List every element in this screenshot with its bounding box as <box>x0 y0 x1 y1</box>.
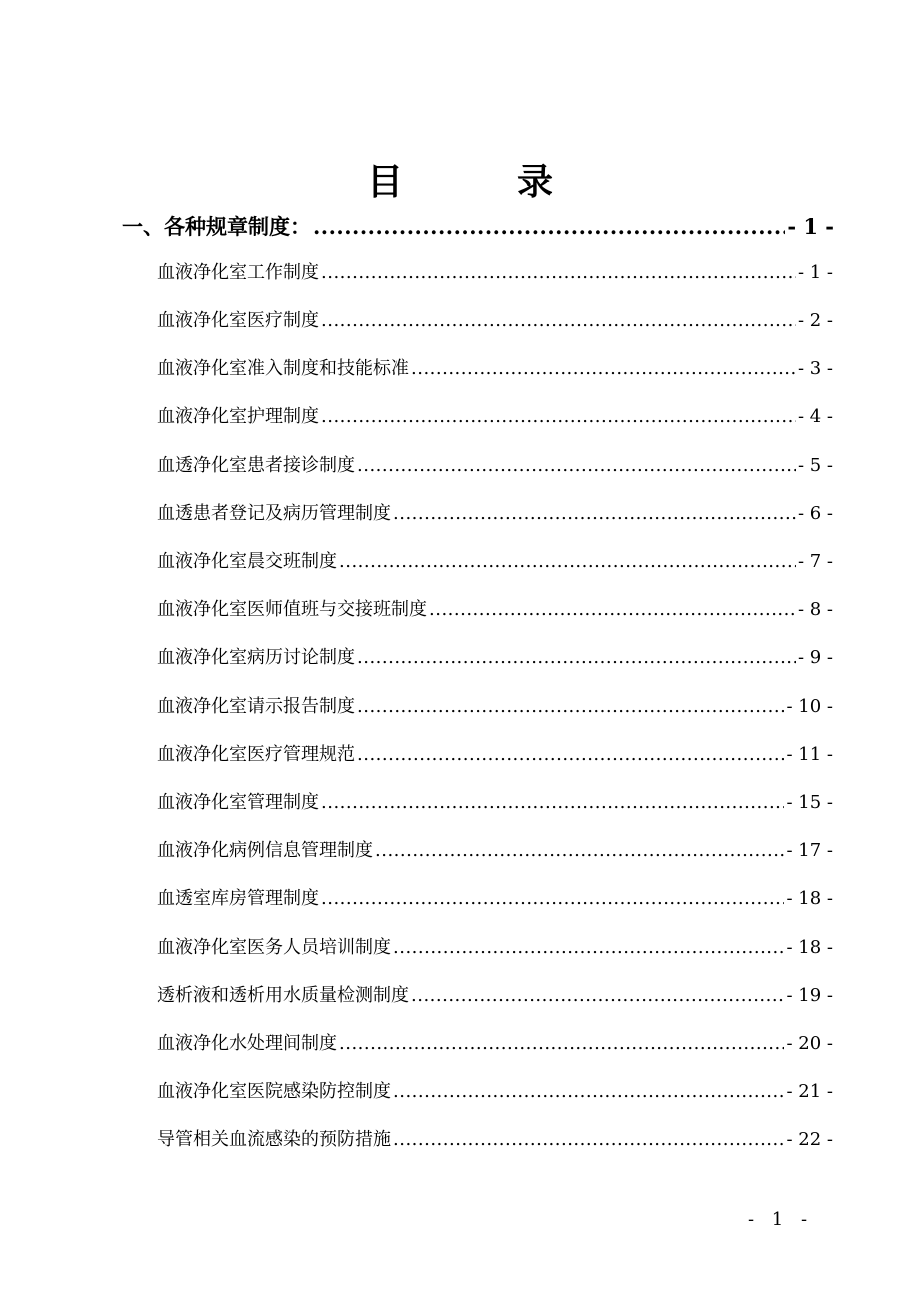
toc-entry-label: 血液净化水处理间制度 <box>157 1033 337 1054</box>
toc-entry-label: 血透室库房管理制度 <box>157 888 319 909</box>
toc-entry[interactable] <box>157 740 833 770</box>
toc-entry-page: - 20 - <box>786 1033 833 1054</box>
toc-entry-label: 血液净化室工作制度 <box>157 262 319 283</box>
toc-entry[interactable] <box>157 499 833 529</box>
toc-entry-page: - 9 - <box>797 647 833 668</box>
toc-dot-leader <box>375 836 784 866</box>
toc-dot-leader <box>411 981 784 1011</box>
toc-entry[interactable] <box>157 933 833 963</box>
toc-dot-leader <box>357 692 784 722</box>
toc-dot-leader <box>357 643 796 673</box>
toc-section-label: 一、各种规章制度： <box>122 214 311 239</box>
toc-entry[interactable] <box>157 692 833 722</box>
toc-entry-page: - 8 - <box>797 599 833 620</box>
toc-entry-label: 透析液和透析用水质量检测制度 <box>157 985 409 1006</box>
toc-entry-label: 血液净化室医务人员培训制度 <box>157 937 391 958</box>
toc-entry-label: 血透患者登记及病历管理制度 <box>157 503 391 524</box>
toc-dot-leader <box>393 499 796 529</box>
toc-entry-page: - 18 - <box>786 937 833 958</box>
toc-entry-page: - 17 - <box>786 840 833 861</box>
toc-entry-page: - 10 - <box>786 696 833 717</box>
toc-entry[interactable] <box>157 981 833 1011</box>
toc-entry-page: - 18 - <box>786 888 833 909</box>
toc-dot-leader <box>321 402 796 432</box>
toc-entry-label: 血透净化室患者接诊制度 <box>157 455 355 476</box>
toc-dot-leader <box>411 354 796 384</box>
toc-entry[interactable] <box>157 1029 833 1059</box>
toc-entry-page: - 6 - <box>797 503 833 524</box>
toc-entry[interactable] <box>157 643 833 673</box>
toc-dot-leader <box>321 788 784 818</box>
toc-entry-page: - 4 - <box>797 406 833 427</box>
toc-dot-leader <box>339 547 796 577</box>
toc-entry-page: - 22 - <box>786 1129 833 1150</box>
toc-entry-label: 血液净化室请示报告制度 <box>157 696 355 717</box>
toc-dot-leader <box>321 306 796 336</box>
toc-entry[interactable] <box>157 547 833 577</box>
toc-entry-page: - 15 - <box>786 792 833 813</box>
toc-dot-leader <box>313 210 785 244</box>
toc-entry[interactable] <box>157 451 833 481</box>
toc-entry-label: 血液净化病例信息管理制度 <box>157 840 373 861</box>
toc-entry[interactable] <box>157 258 833 288</box>
toc-dot-leader <box>393 933 784 963</box>
toc-entry-page: - 5 - <box>797 455 833 476</box>
footer-page-number: - 1 - <box>748 1209 814 1230</box>
toc-entry-label: 血液净化室病历讨论制度 <box>157 647 355 668</box>
toc-section-page: - 1 - <box>787 214 834 239</box>
toc-dot-leader <box>321 884 784 914</box>
toc-entry[interactable] <box>157 836 833 866</box>
toc-dot-leader <box>321 258 796 288</box>
toc-entry-label: 血液净化室医师值班与交接班制度 <box>157 599 427 620</box>
title-char-2: 录 <box>517 161 554 203</box>
toc-entry[interactable] <box>157 1125 833 1155</box>
toc-entry-label: 血液净化室准入制度和技能标准 <box>157 358 409 379</box>
toc-entry[interactable] <box>157 884 833 914</box>
toc-dot-leader <box>357 740 784 770</box>
title-char-1: 目 <box>366 161 403 203</box>
toc-entry[interactable] <box>157 354 833 384</box>
toc-entry-page: - 21 - <box>786 1081 833 1102</box>
toc-dot-leader <box>429 595 796 625</box>
toc-entry-page: - 19 - <box>786 985 833 1006</box>
toc-entry[interactable] <box>157 788 833 818</box>
toc-entry-label: 血液净化室护理制度 <box>157 406 319 427</box>
toc-entry[interactable] <box>157 595 833 625</box>
toc-entry-page: - 7 - <box>797 551 833 572</box>
toc-entry-label: 导管相关血流感染的预防措施 <box>157 1129 391 1150</box>
toc-entry-page: - 11 - <box>786 744 833 765</box>
toc-entry-label: 血液净化室医疗制度 <box>157 310 319 331</box>
toc-entry-label: 血液净化室晨交班制度 <box>157 551 337 572</box>
toc-entry-page: - 2 - <box>797 310 833 331</box>
toc-entry-page: - 1 - <box>797 262 833 283</box>
toc-entry[interactable] <box>157 1077 833 1107</box>
toc-dot-leader <box>339 1029 784 1059</box>
toc-entry[interactable] <box>157 306 833 336</box>
toc-entry[interactable] <box>157 402 833 432</box>
toc-entry-page: - 3 - <box>797 358 833 379</box>
toc-dot-leader <box>393 1077 784 1107</box>
toc-entry-label: 血液净化室管理制度 <box>157 792 319 813</box>
toc-section-heading[interactable] <box>122 210 834 244</box>
toc-dot-leader <box>357 451 796 481</box>
toc-entry-label: 血液净化室医疗管理规范 <box>157 744 355 765</box>
page-title <box>0 158 920 206</box>
toc-entry-label: 血液净化室医院感染防控制度 <box>157 1081 391 1102</box>
toc-dot-leader <box>393 1125 784 1155</box>
